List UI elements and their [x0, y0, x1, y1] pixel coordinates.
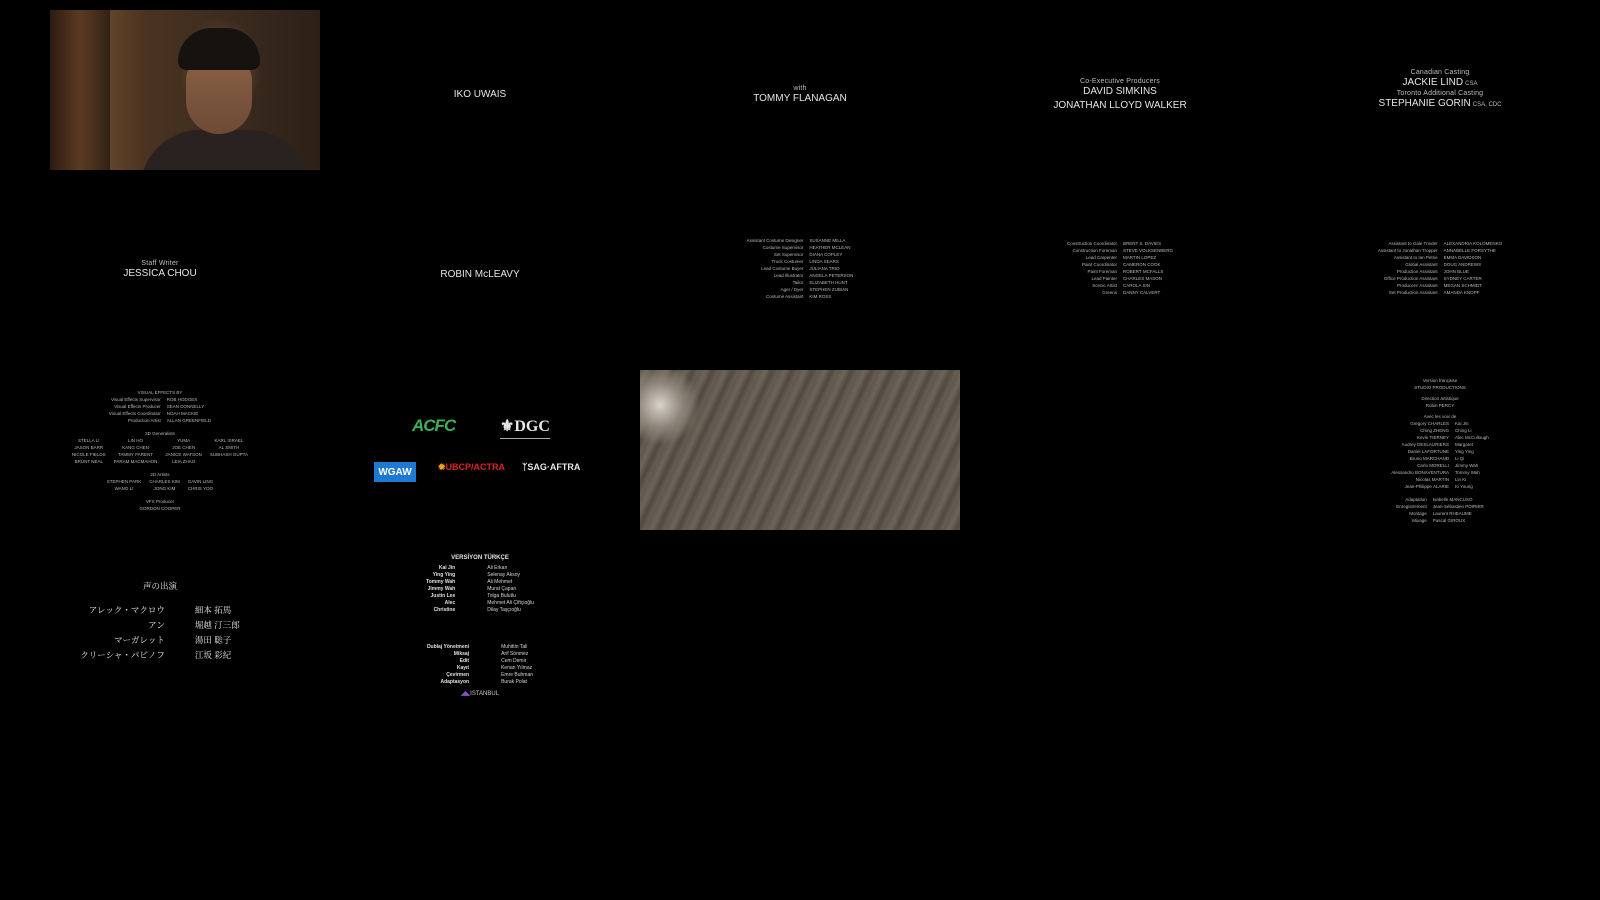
- credit-person: Ali Erkan: [487, 565, 508, 571]
- credit-role: Global Assistant: [1405, 262, 1438, 267]
- credit-role: Assistant to Gale Trinder: [1388, 241, 1438, 246]
- credit-person: STEVE VOLKSENBERG: [1123, 248, 1174, 253]
- credit-role: Paint Foreman: [1087, 269, 1117, 274]
- credit-person: KARL ISRAEL: [214, 437, 244, 443]
- credit-person: JONG KIM: [153, 485, 176, 491]
- credit-person: CHARLES MASON: [1123, 276, 1163, 281]
- curtain: [50, 10, 110, 170]
- credit-role: Kai Jin: [438, 565, 456, 571]
- credit-role: Greens: [1102, 290, 1117, 295]
- credit-person: ROBERT MCFALLS: [1123, 269, 1164, 274]
- credit-role: Costume Supervisor: [762, 244, 804, 250]
- credit-panel-construction-crew: [960, 178, 1280, 358]
- credit-person: KIM ROSS: [809, 293, 832, 299]
- credit-person: GAVIN LING: [187, 478, 214, 484]
- credit-role: Set Production Assistant: [1388, 290, 1438, 295]
- credit-role: Lead Painter: [1091, 276, 1117, 281]
- section-title: 声の出演: [142, 581, 177, 591]
- shoulders: [140, 130, 310, 170]
- credit-role: Ager / Dyer: [780, 286, 804, 292]
- credit-person: SEAN DONNELLY: [166, 403, 205, 409]
- credit-panel-assistants: [1280, 178, 1600, 358]
- credit-person: WANG LI: [114, 485, 134, 491]
- credit-role: Çevirmen: [446, 672, 470, 678]
- credit-role: Ying Ying: [432, 572, 456, 578]
- credit-person: SYDNEY CARTER: [1443, 276, 1482, 281]
- credit-role: Office Production Assistant: [1383, 276, 1438, 281]
- credit-role: Costume Assistant: [766, 293, 804, 299]
- turkish-crew-list: [380, 644, 580, 686]
- credit-role: Bruno MARCHAND: [1409, 455, 1449, 461]
- credit-title-2: Toronto Additional Casting: [1396, 90, 1484, 97]
- credit-role: Assistant to Jonathan Tropper: [1377, 248, 1438, 253]
- credit-person: Tolga Bulutlu: [487, 593, 516, 599]
- credit-person: 細本 拓馬: [194, 605, 232, 615]
- credit-role: Lead Costume Buyer: [761, 265, 804, 271]
- credit-role: Montage: [1409, 510, 1427, 516]
- credit-person: BRUNT NEAL: [74, 458, 104, 464]
- credit-person: 湯田 聡子: [194, 635, 232, 645]
- credit-person: Ali Mehmet: [487, 579, 513, 585]
- credit-person: ANNABELLE FORSYTHE: [1443, 248, 1496, 253]
- credit-person: Cem Demir: [501, 658, 527, 664]
- credit-title: Co-Executive Producers: [1080, 77, 1160, 85]
- section-title-3: 2D Artists: [150, 471, 170, 477]
- credit-role: Ching ZHENG: [1420, 427, 1449, 433]
- credit-person: Li Qi: [1454, 455, 1465, 461]
- credit-person: ROB HODGES: [166, 396, 198, 402]
- credit-role: Production Assistant: [1396, 269, 1438, 274]
- credit-role: Visual Effects Coordinator: [108, 410, 161, 416]
- crew-list: [1067, 240, 1173, 296]
- credit-role: Tailor: [792, 279, 804, 285]
- credit-panel-robin: [320, 185, 640, 365]
- credit-role: Construction Foreman: [1072, 248, 1117, 253]
- union-logos: [374, 412, 594, 492]
- credit-person: CHARLES KIM: [149, 478, 180, 484]
- credit-person: MEGAN SCHMIDT: [1443, 283, 1482, 288]
- credit-panel-coexec: [960, 5, 1280, 185]
- credit-role: Audrey DESLAURIERS: [1401, 441, 1449, 447]
- credit-role: Miksaj: [453, 651, 470, 657]
- vfx-lead-list: [109, 396, 211, 424]
- credit-panel-french-dub: [1280, 360, 1600, 540]
- credit-person: Burak Polat: [501, 679, 527, 685]
- credit-role: Visual Effects Supervisor: [110, 396, 161, 402]
- credit-name: JESSICA CHOU: [123, 267, 197, 279]
- section-title-2: Direction artistique: [1421, 395, 1459, 401]
- japanese-cast-list: [60, 604, 260, 661]
- credit-person: NOAH MACKIE: [166, 410, 199, 416]
- credit-person: ALEXANDRIA KOLOMENKO: [1443, 241, 1503, 246]
- actor-name: IKO UWAIS: [453, 89, 507, 100]
- credit-person: LIN HO: [128, 437, 144, 443]
- credit-person: JOHN BLUE: [1443, 269, 1469, 274]
- credit-person: DANNY CALVERT: [1123, 290, 1161, 295]
- credit-role: Truck Costumer: [771, 258, 804, 264]
- section-title: VERSİYON TÜRKÇE: [451, 555, 509, 561]
- dgc-emblem-icon: ⚜: [500, 418, 515, 435]
- credit-title: Staff Writer: [141, 259, 179, 267]
- vfx-2d-artists: [107, 478, 213, 492]
- credit-person: Ki Young: [1454, 483, 1473, 489]
- credit-name: ROBIN McLEAVY: [440, 269, 520, 280]
- credit-person: TAMMY PARENT: [118, 451, 154, 457]
- credit-person: STEPHEN PARK: [106, 478, 142, 484]
- acfc-logo: ACFC: [412, 416, 456, 435]
- credit-role: Production Artist: [128, 417, 161, 423]
- credit-person: HEATHER MCLEAN: [809, 244, 851, 250]
- credit-role: Enregistrement: [1396, 503, 1427, 509]
- credit-role: Alessandro BONAVENTURA: [1391, 469, 1449, 475]
- french-cast-list: [1391, 420, 1488, 490]
- credit-person: ANGELA PETERSON: [809, 272, 854, 278]
- credit-person: Ying Ying: [1454, 448, 1474, 454]
- credit-role: Set Supervisor: [773, 251, 804, 257]
- credit-role: Adaptasyon: [440, 679, 470, 685]
- credit-person: 江坂 彩紀: [194, 650, 232, 660]
- credit-role: Paint Coordinator: [1081, 262, 1117, 267]
- sag-aftra-logo: ᛉSAG·AFTRA: [522, 462, 581, 472]
- credit-person: Laurent RHEAUME: [1432, 510, 1472, 516]
- credit-panel-tommy: [640, 5, 960, 185]
- credit-person: Tommy Wah: [1454, 469, 1480, 475]
- credit-person: CAMERON COOK: [1123, 262, 1161, 267]
- credit-role: Dublaj Yönetmeni: [426, 644, 470, 650]
- credit-role: Mixage: [1412, 517, 1427, 523]
- credit-person: DIANA COPLEY: [809, 251, 843, 257]
- section-title-2: 3D Generalists: [145, 430, 175, 436]
- credit-panel-writer: [0, 180, 320, 360]
- credit-person: STEPHEN ZUBIAN: [809, 286, 849, 292]
- credit-role: Lead Carpenter: [1085, 255, 1117, 260]
- credit-title-1: Canadian Casting: [1410, 69, 1470, 76]
- credit-person: JOE CHEN: [172, 444, 195, 450]
- credit-role: クリーシャ・パピノフ: [80, 650, 165, 660]
- credit-role: Justin Lee: [430, 593, 456, 599]
- section-title: VISUAL EFFECTS BY: [137, 389, 183, 395]
- credit-panel-iko: [320, 5, 640, 185]
- credit-person: EMMA DAVIDSON: [1443, 255, 1482, 260]
- credit-person: Emre Buhman: [501, 672, 534, 678]
- credit-person: Jimmy Wah: [1454, 462, 1479, 468]
- hair: [178, 28, 260, 70]
- credit-name-1: DAVID SIMKINS: [1083, 85, 1157, 97]
- credit-role: Kayıt: [456, 665, 470, 671]
- credit-person: Arif Sönmez: [501, 651, 529, 657]
- credit-person: Dilay Taşçıoğlu: [487, 607, 521, 613]
- credit-role: アレック・マクロウ: [88, 605, 165, 615]
- credit-person: AMANDA KNOPF: [1443, 290, 1480, 295]
- credit-person: Muhittin Tali: [501, 644, 528, 650]
- credit-person: ALLAN GREENFIELD: [166, 417, 212, 423]
- credit-person: Selenay Aksoy: [487, 572, 521, 578]
- credit-person: AL SMITH: [218, 444, 240, 450]
- credit-role: Alec: [444, 600, 456, 606]
- credit-panel-japanese-dub: [60, 580, 260, 661]
- credit-role: Visual Effects Producer: [114, 403, 161, 409]
- credit-panel-vfx: [0, 360, 320, 540]
- credit-role: Producers' Assistant: [1396, 283, 1438, 288]
- credit-role: Nicolas MARTIN: [1415, 476, 1449, 482]
- credit-person: BRENT S. DAVIES: [1123, 241, 1162, 246]
- studio-emblem-icon: ◢◣: [460, 691, 471, 697]
- credit-person: STELLA LI: [78, 437, 100, 443]
- credit-prefix: with: [793, 84, 807, 92]
- credit-person: Margaret: [1454, 441, 1473, 447]
- credit-person: MARTIN LOPEZ: [1123, 255, 1157, 260]
- credit-person: SUSANNE MILLA: [809, 237, 846, 243]
- credit-role: Jean-Philippe ALARIE: [1404, 483, 1449, 489]
- credit-name-2: STEPHANIE GORIN CSA, CDC: [1378, 98, 1502, 109]
- credit-person: SUBHASH GUPTA: [209, 451, 249, 457]
- credit-person: Kenan Yılmaz: [501, 665, 533, 671]
- credit-person: [210, 458, 248, 465]
- section-title: Version française: [1422, 377, 1458, 383]
- credit-person: Ching Li: [1454, 427, 1472, 433]
- section-title-3: Avec les voix de: [1423, 413, 1457, 419]
- credit-person: Murat Çapan: [487, 586, 517, 592]
- credit-person: Lin Ki: [1454, 476, 1467, 482]
- credit-role: Christine: [433, 607, 456, 613]
- company-name: STUDIO PRODUCTIONS: [1414, 384, 1466, 390]
- credit-person: JASON BARR: [74, 444, 104, 450]
- credit-person: Alec McCullough: [1454, 434, 1489, 440]
- credit-person: ELIZABETH HUNT: [809, 279, 848, 285]
- credit-name-2: JONATHAN LLOYD WALKER: [1053, 99, 1187, 111]
- credit-role: Construction Coordinator: [1066, 241, 1117, 246]
- wgaw-logo: WGAW: [374, 462, 416, 482]
- credit-person: Jean-Sébastien POIRIER: [1432, 503, 1484, 509]
- figure-icon: ᛉ: [522, 462, 528, 472]
- credit-role: Jimmy Wah: [427, 586, 456, 592]
- credit-role: Scenic Artist: [1092, 283, 1117, 288]
- credit-role: Edit: [459, 658, 470, 664]
- credit-name-1: JACKIE LIND CSA: [1402, 77, 1478, 88]
- credit-role: Gregory CHARLES: [1410, 420, 1449, 426]
- vfx-producer: GORDON COOPER: [139, 505, 181, 511]
- vfx-generalists: [72, 437, 248, 465]
- credit-panel-turkish-dub: [380, 555, 580, 697]
- director-name: Robin PERCY: [1425, 402, 1455, 408]
- crew-list: [747, 237, 854, 300]
- studio-logo: ◢◣ISTANBUL: [460, 691, 500, 697]
- credit-panel-casting: [1280, 0, 1600, 180]
- credit-role: アン: [148, 620, 165, 630]
- dgc-logo: ⚜DGC: [500, 416, 550, 439]
- credit-role: Adaptation: [1405, 496, 1427, 502]
- credit-person: LINDA SEARS: [809, 258, 839, 264]
- credit-person: 堀越 汀三郎: [194, 620, 240, 630]
- credit-role: Tommy Wah: [426, 579, 456, 585]
- still-frame-textured-wall: [640, 370, 960, 530]
- crew-list: [1378, 240, 1502, 296]
- ubcp-actra-logo: ✹UBCP/ACTRA: [438, 462, 506, 472]
- flame-icon: ✹: [438, 462, 446, 472]
- credit-person: PARAM MACMAHON: [113, 458, 158, 464]
- credit-person: Isabelle MANCUSO: [1432, 496, 1473, 502]
- credit-person: Mehmet Ali Çiftçioğlu: [487, 600, 534, 606]
- section-title-4: VFX Producer: [145, 498, 175, 504]
- credit-role: Carlo MORELLI: [1417, 462, 1449, 468]
- credit-person: YUMA: [177, 437, 191, 443]
- credit-role: Lead Illustrator: [773, 272, 804, 278]
- credit-person: CHRIS YOO: [187, 485, 214, 491]
- credit-person: Kai Jin: [1454, 420, 1469, 426]
- credit-person: KANG CHEN: [122, 444, 149, 450]
- credit-role: Daniel LAFORTUNE: [1407, 448, 1449, 454]
- credit-role: Assistant Costume Designer: [746, 237, 804, 243]
- french-crew-list: [1396, 496, 1484, 524]
- credit-person: Pascal GIROUX: [1432, 517, 1466, 523]
- credit-role: Assistant to Ian Petrie: [1393, 255, 1438, 260]
- credit-role: Kevin TIERNEY: [1417, 434, 1449, 440]
- credit-person: JULIANA TRIO: [809, 265, 840, 271]
- credit-person: JANICE WATSON: [165, 451, 202, 457]
- credit-person: NICOLE FIELDS: [71, 451, 106, 457]
- turkish-cast-list: [380, 565, 580, 614]
- credit-role: マーガレット: [114, 635, 165, 645]
- credit-person: LEIA ZHAO: [171, 458, 196, 464]
- credit-person: CAROLA SIN: [1123, 283, 1151, 288]
- actor-name: TOMMY FLANAGAN: [753, 92, 847, 104]
- still-frame-man-portrait: [50, 10, 320, 170]
- credit-person: DOUG ANDREWS: [1443, 262, 1482, 267]
- credit-panel-costume-crew: [640, 178, 960, 358]
